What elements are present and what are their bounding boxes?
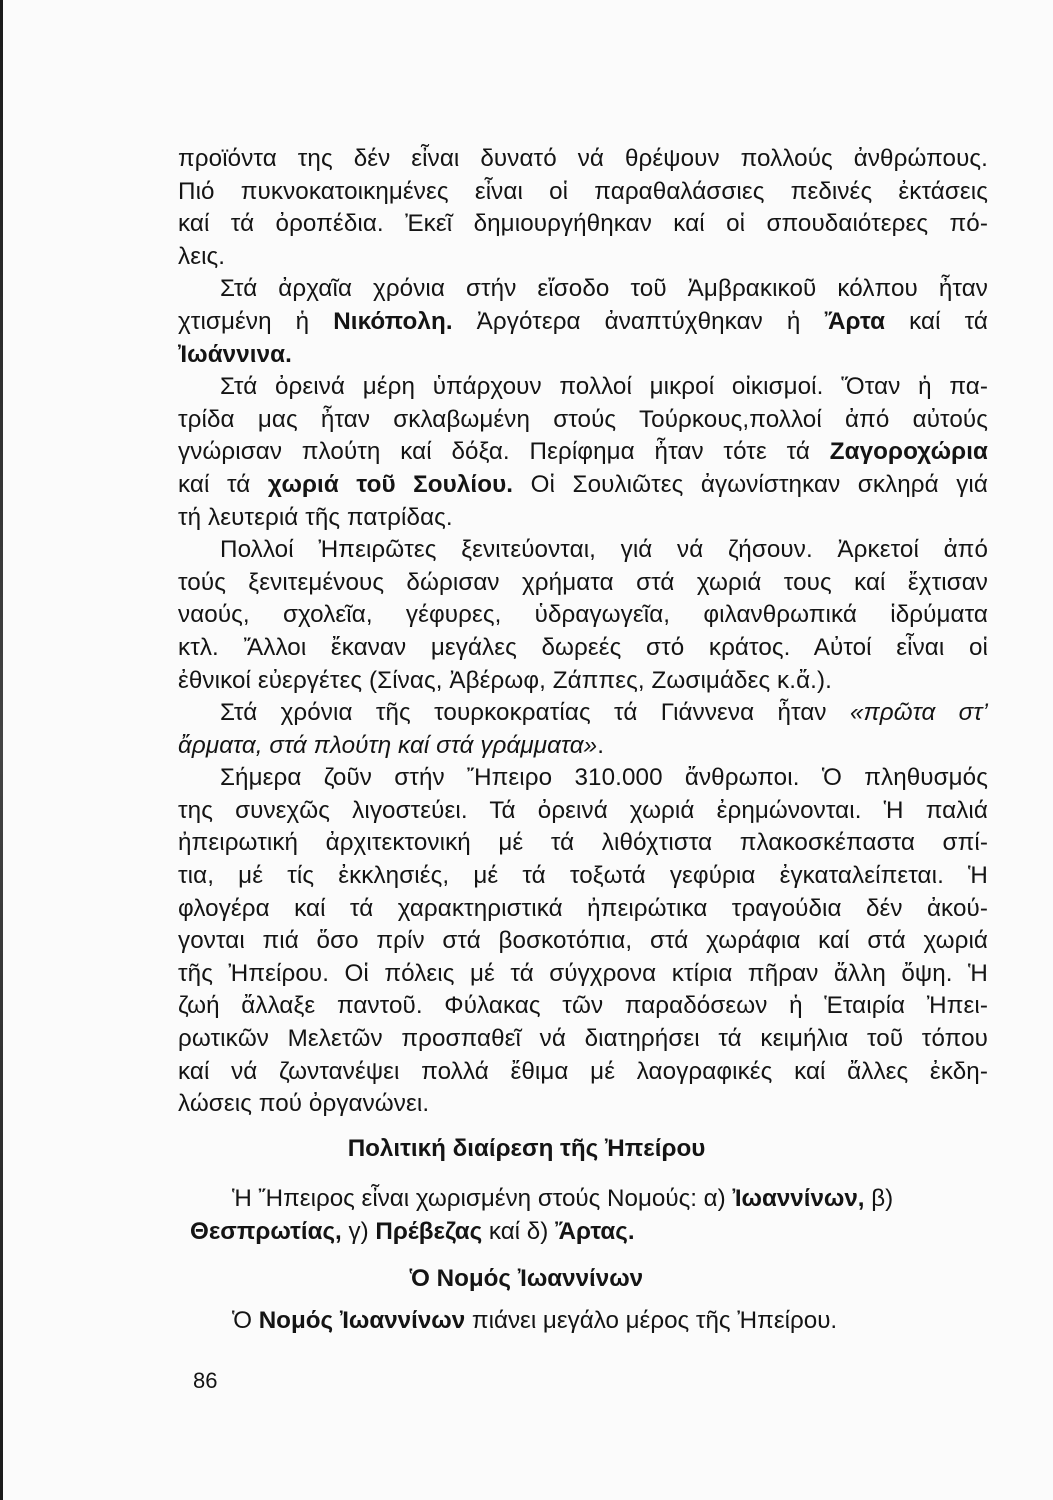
text-line bbox=[178, 958, 988, 991]
text-line bbox=[178, 599, 988, 632]
text-segment: Σήμερα ζοῦν στήν Ἤπειρο 310.000 ἄνθρωποι. Ὁ πληθυσμός bbox=[220, 764, 988, 792]
bold-text: Ἄρτας. bbox=[555, 1217, 635, 1245]
text-line bbox=[178, 925, 988, 958]
bold-text: Ἄρτα bbox=[824, 307, 886, 335]
paragraph-ioannina-line bbox=[190, 1305, 990, 1338]
text-line bbox=[178, 306, 988, 339]
text-segment: χτισμένη ἡ bbox=[178, 307, 334, 335]
paragraph-prefectures bbox=[190, 1183, 990, 1248]
text-line bbox=[178, 632, 988, 665]
text-segment: φλογέρα καί τά χαρακτηριστικά ἠπειρώτικα τραγούδια δέν ἀκού- bbox=[178, 894, 988, 922]
text-segment: . bbox=[597, 731, 605, 759]
text-line bbox=[178, 860, 988, 893]
bold-text: Νομός Ἰωαννίνων bbox=[258, 1307, 466, 1334]
text-line bbox=[178, 730, 988, 763]
paragraph-prefectures-line-2 bbox=[190, 1216, 990, 1249]
text-segment: γονται πιά ὅσο πρίν στά βοσκοτόπια, στά χωράφια καί στά χωριά bbox=[178, 927, 988, 955]
bold-text: χωριά τοῦ Σουλίου. bbox=[267, 470, 514, 498]
bold-text: Θεσπρωτίας, bbox=[190, 1217, 342, 1245]
text-segment: Στά ἀρχαῖα χρόνια στήν εἴσοδο τοῦ Ἀμβρακικοῦ κόλπου ἦταν bbox=[220, 275, 988, 303]
text-line bbox=[178, 1088, 988, 1121]
text-line bbox=[178, 143, 988, 176]
bold-text: Ἰωαννίνων, bbox=[732, 1185, 865, 1212]
text-line bbox=[178, 665, 988, 698]
italic-text: ἄρματα, στά πλούτη καί στά γράμματα» bbox=[178, 731, 598, 759]
body-text bbox=[178, 143, 988, 1121]
text-line bbox=[178, 469, 988, 502]
text-line bbox=[178, 339, 988, 372]
text-line bbox=[178, 502, 988, 535]
text-segment: ἐθνικοί εὐεργέτες (Σίνας, Ἀβέρωφ, Ζάππες, Ζωσιμάδες κ.ἄ.). bbox=[178, 666, 832, 694]
italic-text: «πρῶτα στ’ bbox=[849, 699, 988, 727]
bold-text: Ἰωάννινα. bbox=[178, 340, 292, 368]
text-line bbox=[178, 795, 988, 828]
text-segment: λώσεις πού ὀργανώνει. bbox=[178, 1090, 430, 1118]
text-segment: γνώρισαν πλούτη καί δόξα. Περίφημα ἦταν τότε τά bbox=[178, 438, 830, 466]
text-segment: καί τά bbox=[885, 307, 989, 335]
section-heading-ioannina-prefecture: Ὁ Νομός Ἰωαννίνων bbox=[409, 1265, 644, 1292]
text-segment: καί νά ζωντανέψει πολλά ἔθιμα μέ λαογραφικές καί ἄλλες ἐκδη- bbox=[178, 1057, 988, 1085]
text-line bbox=[178, 436, 988, 469]
bold-text: Νικόπολη. bbox=[333, 307, 453, 335]
text-segment: ζωή ἄλλαξε παντοῦ. Φύλακας τῶν παραδόσεων ἡ Ἑταιρία Ἠπει- bbox=[178, 992, 988, 1020]
text-line bbox=[178, 534, 988, 567]
text-line bbox=[178, 273, 988, 306]
text-segment: Οἱ Σουλιῶτες ἀγωνίστηκαν σκληρά γιά bbox=[513, 470, 988, 498]
text-line bbox=[178, 697, 988, 730]
paragraph-prefectures-line-1 bbox=[190, 1183, 990, 1216]
text-line bbox=[178, 1023, 988, 1056]
text-segment: τια, μέ τίς ἐκκλησιές, μέ τά τοξωτά γεφύρια ἐγκαταλείπεται. Ἡ bbox=[178, 862, 988, 890]
section-heading-political-division: Πολιτική διαίρεση τῆς Ἠπείρου bbox=[347, 1135, 706, 1162]
bold-text: Πρέβεζας bbox=[375, 1217, 483, 1245]
text-segment: ἠπειρωτική ἀρχιτεκτονική μέ τά λιθόχτιστα πλακοσκέπαστα σπί- bbox=[178, 829, 988, 857]
text-segment: ναούς, σχολεῖα, γέφυρες, ὑδραγωγεῖα, φιλανθρωπικά ἱδρύματα bbox=[178, 601, 988, 629]
text-line bbox=[178, 404, 988, 437]
text-segment: Πολλοί Ἠπειρῶτες ξενιτεύονται, γιά νά ζήσουν. Ἀρκετοί ἀπό bbox=[220, 536, 988, 564]
text-segment: Πιό πυκνοκατοικημένες εἶναι οἱ παραθαλάσσιες πεδινές ἐκτάσεις bbox=[178, 177, 988, 205]
page-number: 86 bbox=[193, 1368, 218, 1393]
text-segment: Στά χρόνια τῆς τουρκοκρατίας τά Γιάννενα ἦταν bbox=[220, 699, 850, 727]
bold-text: Ζαγοροχώρια bbox=[829, 438, 988, 466]
paragraph-ioannina bbox=[190, 1305, 990, 1338]
text-segment: κτλ. Ἄλλοι ἔκαναν μεγάλες δωρεές στό κράτος. Αὐτοί εἶναι οἱ bbox=[178, 633, 988, 661]
text-segment: Στά ὀρεινά μέρη ὑπάρχουν πολλοί μικροί οἰκισμοί. Ὅταν ἡ πα- bbox=[220, 373, 988, 401]
text-line bbox=[178, 1056, 988, 1089]
text-line bbox=[178, 827, 988, 860]
text-segment: β) bbox=[864, 1185, 894, 1212]
text-segment: γ) bbox=[341, 1217, 376, 1245]
text-segment: της συνεχῶς λιγοστεύει. Τά ὀρεινά χωριά ἐρημώνονται. Ἡ παλιά bbox=[178, 796, 988, 824]
text-line bbox=[178, 893, 988, 926]
text-segment: λεις. bbox=[178, 242, 226, 270]
text-segment: πιάνει μεγάλο μέρος τῆς Ἠπείρου. bbox=[465, 1307, 838, 1334]
text-segment: τούς ξενιτεμένους δώρισαν χρήματα στά χωριά τους καί ἔχτισαν bbox=[178, 568, 988, 596]
text-segment: τή λευτεριά τῆς πατρίδας. bbox=[178, 503, 453, 531]
text-segment: τῆς Ἠπείρου. Οἱ πόλεις μέ τά σύγχρονα κτίρια πῆραν ἄλλη ὄψη. Ἡ bbox=[178, 959, 988, 987]
text-line bbox=[178, 762, 988, 795]
text-line bbox=[178, 371, 988, 404]
text-segment: προϊόντα της δέν εἶναι δυνατό νά θρέψουν πολλούς ἀνθρώπους. bbox=[178, 145, 988, 172]
text-line bbox=[178, 567, 988, 600]
text-line bbox=[178, 208, 988, 241]
text-segment: καί τά bbox=[178, 470, 268, 498]
text-segment: Ἡ Ἤπειρος εἶναι χωρισμένη στούς Νομούς: α) bbox=[232, 1185, 733, 1212]
text-segment: ρωτικῶν Μελετῶν προσπαθεῖ νά διατηρήσει τά κειμήλια τοῦ τόπου bbox=[178, 1025, 988, 1053]
text-line bbox=[178, 241, 988, 274]
text-segment: καί τά ὀροπέδια. Ἐκεῖ δημιουργήθηκαν καί οἱ σπουδαιότερες πό- bbox=[178, 210, 988, 238]
text-segment: τρίδα μας ἦταν σκλαβωμένη στούς Τούρκους,πολλοί ἀπό αὐτούς bbox=[178, 405, 988, 433]
text-segment: καί δ) bbox=[482, 1217, 556, 1245]
text-segment: Ἀργότερα ἀναπτύχθηκαν ἡ bbox=[452, 307, 825, 335]
text-line bbox=[178, 990, 988, 1023]
text-line bbox=[178, 176, 988, 209]
text-segment: Ὁ bbox=[232, 1307, 259, 1334]
